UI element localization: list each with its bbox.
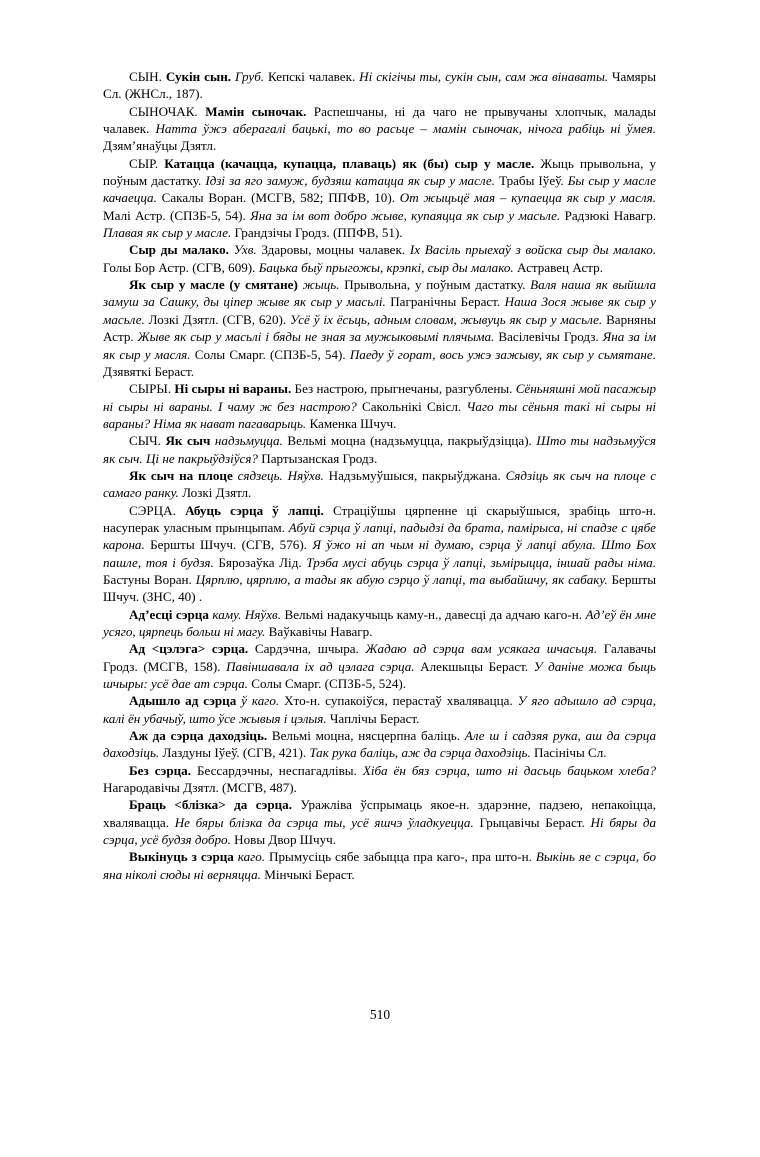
dictionary-entry <box>103 241 656 276</box>
entry-phrase: Як сыч <box>165 433 211 449</box>
entry-text: Солы Смарг. (СПЗБ-5, 524). <box>247 676 407 692</box>
dictionary-entry <box>103 640 656 692</box>
entry-text: Алекшыцы Бераст. <box>414 658 534 674</box>
entry-text: Чаплічы Бераст. <box>326 710 420 726</box>
entry-example: Паеду ў горат, вось ужэ зажыву, як сыр у сьмятане. <box>349 346 656 362</box>
entry-text: Пагранічны Бераст. <box>385 294 505 310</box>
entry-text: Сакольнікі Свісл. <box>356 398 467 414</box>
entry-example: Трэба мусі абуць сэрца ў лапці, зьмірыцца, іншай рады німа. <box>306 554 656 570</box>
entry-example: Бы сыр у масле качаецца. <box>103 173 657 206</box>
entry-example: Іх Васіль прыехаў з войска сыр ды малако. <box>409 242 657 258</box>
entry-headword: СЫЧ. <box>129 433 161 449</box>
entry-text: Нагародавічы Дзятл. (МСГВ, 487). <box>103 780 297 796</box>
dictionary-entry <box>103 848 656 883</box>
entry-text: Малі Астр. (СПЗБ-5, 54). <box>103 207 251 223</box>
entry-phrase: Катацца (качацца, купацца, плаваць) як (бы) сыр у масле. <box>164 155 535 171</box>
entry-text: Галавачы Гродз. (МСГВ, 158). <box>103 641 656 674</box>
entry-headword: СЭРЦА. <box>129 502 176 518</box>
dictionary-entry-list <box>103 68 656 883</box>
entry-text: Сардэчна, шчыра. <box>248 641 366 657</box>
entry-text: Мінчыкі Бераст. <box>260 866 355 882</box>
entry-text: Бессардэчны, неспагадлівы. <box>190 762 363 778</box>
dictionary-entry <box>103 432 656 467</box>
entry-example: Не бяры блізка да сэрца ты, усё яшчэ ўладкуецца. <box>174 814 474 830</box>
entry-text: Ваўкавічы Навагр. <box>265 624 373 639</box>
entry-phrase: Сыр ды малако. <box>129 242 229 258</box>
entry-text: Астравец Астр. <box>513 259 603 275</box>
entry-text <box>176 503 185 518</box>
entry-text: Бастуны Воран. <box>103 571 196 587</box>
entry-phrase: Абуць сэрца ў лапці. <box>185 502 324 518</box>
entry-headword: СЫНОЧАК. <box>129 103 198 119</box>
entry-example: каму. <box>212 606 242 622</box>
entry-text: Кепскі чалавек. <box>264 69 360 84</box>
entry-text: Лозкі Дзятл. <box>178 485 252 501</box>
entry-example: Я ўжо ні ап чым ні думаю, сэрца ў лапці абула. Што Бох пашле, тоя і будзя. <box>103 537 656 570</box>
entry-example: каго. <box>237 849 266 865</box>
entry-example: Ні скігічы ты, сукін сын, сам жа вінаваты. <box>359 69 609 84</box>
entry-text: Радзюкі Навагр. <box>560 207 657 223</box>
entry-text: Сакалы Воран. (МСГВ, 582; ППФВ, 10). <box>156 190 400 206</box>
entry-example: Сёньняшні мой пасажыр ні сыры ні вараны. І чаму ж без настрою? <box>103 381 657 414</box>
entry-example: Наша Зося жыве як сыр у масьле. <box>103 294 656 327</box>
entry-example: Жыве як сыр у масьлі і бяды не зная за мужыковымі плячыма. <box>137 329 495 345</box>
entry-text: Вельмі моцна (надзьмуцца, пакрыўдзіцца). <box>282 433 537 449</box>
entry-example: Валя наша як выйшла замуш за Сашку, ды ціпер жыве як сыр у масьлі. <box>103 277 656 310</box>
dictionary-entry <box>103 467 656 502</box>
entry-example: Ні бяры да сэрца, усё будзя добро. <box>103 814 657 848</box>
entry-example: Груб. <box>234 69 265 84</box>
entry-phrase: Выкінуць з сэрца <box>129 849 234 865</box>
entry-text: Хто-н. супакоіўся, перастаў хвалявацца. <box>279 693 518 709</box>
dictionary-entry <box>103 68 656 103</box>
dictionary-entry <box>103 155 656 242</box>
entry-phrase: Адышло ад сэрца <box>129 693 237 709</box>
dictionary-entry <box>103 727 656 762</box>
entry-example: жыць. <box>302 277 340 293</box>
dictionary-entry <box>103 762 656 797</box>
entry-example: У даніне можа быць шчыры: усё дае ат сэрца. <box>103 658 656 692</box>
entry-text: Пасінічы Сл. <box>530 745 607 761</box>
entry-text: Уражліва ўспрымаць якое-н. здарэнне, падзею, непакоіцца, хвалявацца. <box>103 797 656 830</box>
entry-example: Так рука баліць, аж да сэрца даходзіць. <box>309 745 531 761</box>
entry-example: Павіншавала іх ад цэлага сэрца. <box>226 658 415 674</box>
entry-text: Лаздуны Іўеў. (СГВ, 421). <box>159 745 310 761</box>
entry-text: Новы Двор Шчуч. <box>230 832 336 848</box>
entry-text: Партызанская Гродз. <box>257 450 378 466</box>
entry-phrase: Ад’есці сэрца <box>129 606 209 622</box>
entry-phrase: Сукін сын. <box>165 69 232 84</box>
entry-example: надзьмуцца. <box>214 433 283 449</box>
entry-example: Цярплю, цярплю, а тады як абую сэрцо ў лапці, та выбайшчу, як сабаку. <box>195 571 608 587</box>
entry-headword: СЫР. <box>129 155 159 171</box>
page-number: 510 <box>369 1007 391 1022</box>
entry-phrase: Ад <цэлэга> сэрца. <box>129 641 249 657</box>
entry-text: Прымусіць сябе забыцца пра каго-, пра што-н. <box>265 849 536 865</box>
entry-example: Жадаю ад сэрца вам усякага шчасьця. <box>365 641 598 657</box>
entry-example: Сядзіць як сыч на плоце с самаго ранку. <box>103 467 657 501</box>
dictionary-entry <box>103 103 656 155</box>
dictionary-entry <box>103 380 656 432</box>
entry-phrase: Ні сыры ні вараны. <box>174 381 292 397</box>
entry-example: Абуй сэрца ў лапці, падыдзі да брата, памірыса, ні спадзе с цябе карона. <box>103 519 656 553</box>
entry-text: Вельмі моцна, нясцерпна баліць. <box>267 728 465 744</box>
entry-text: Трабы Іўеў. <box>495 173 568 189</box>
entry-text: Дзям’янаўцы Дзятл. <box>103 138 217 154</box>
entry-example: Але ш і садзяя рука, аш да сэрца даходзіць. <box>103 728 656 761</box>
entry-text: Бярозаўка Лід. <box>213 554 307 570</box>
entry-example: У яго адышло ад сэрца, калі ён убачыў, што ўсе жывыя і цэлыя. <box>103 693 656 726</box>
entry-example: Плавая як сыр у масле. <box>103 225 232 241</box>
entry-example: Ідзі за яго замуж, будзяш катацца як сыр у масле. <box>205 173 496 189</box>
entry-text: Жыць прывольна, у поўным дастатку. <box>103 155 656 189</box>
entry-phrase: Браць <блізка> да сэрца. <box>129 797 292 813</box>
entry-text: Дзявяткі Бераст. <box>103 363 194 379</box>
entry-text: Распешчаны, ні да чаго не прывучаны хлопчык, малады чалавек. <box>103 103 656 137</box>
entry-example: Усё ў іх ёсьць, адным словам, жывуць як сыр у масьле. <box>290 311 603 327</box>
entry-example: Няўхв. <box>244 606 281 622</box>
entry-text: Без настрою, прыгнечаны, разгублены. <box>291 381 516 397</box>
entry-phrase: Без сэрца. <box>129 762 191 778</box>
entry-text: Прывольна, у поўным дастатку. <box>339 277 531 293</box>
entry-example: Бацька быў прыгожы, крэпкі, сыр ды малако. <box>258 259 514 275</box>
dictionary-entry <box>103 606 656 641</box>
entry-example: Яна за ім як сыр у масля. <box>103 329 656 362</box>
entry-text: Каменка Шчуч. <box>306 415 397 431</box>
entry-example: Выкінь яе с сэрца, бо яна ніколі сюды ні верняцца. <box>103 849 656 882</box>
entry-text: Бершты Шчуч. (СГВ, 576). <box>144 537 313 553</box>
entry-example: Што ты надзьмуўся як сыч. Ці не пакрыўдзіўся? <box>103 433 656 466</box>
dictionary-entry <box>103 796 656 848</box>
entry-text: Здаровы, моцны чалавек. <box>256 242 410 258</box>
entry-example: сядзець. <box>237 467 283 483</box>
entry-phrase: Аж да сэрца даходзіць. <box>129 728 268 744</box>
entry-text: Надзьмуўшыся, пакрыўджана. <box>323 467 506 483</box>
entry-example: Ухв. <box>233 242 257 258</box>
entry-text: Голы Бор Астр. (СГВ, 609). <box>103 259 259 275</box>
dictionary-entry <box>103 276 656 380</box>
entry-text: Вельмі надакучыць каму-н., давесці да адчаю каго-н. <box>281 606 586 622</box>
entry-example: ў каго. <box>241 693 280 709</box>
entry-text: Грандзічы Гродз. (ППФВ, 51). <box>231 225 403 241</box>
dictionary-entry <box>103 502 656 606</box>
entry-text: Лозкі Дзятл. (СГВ, 620). <box>144 311 291 327</box>
entry-text: Васілевічы Гродз. <box>494 329 603 345</box>
entry-text: Грыцавічы Бераст. <box>473 814 591 830</box>
entry-example: От жыцьцё мая – купаецца як сыр у масля. <box>399 190 656 206</box>
dictionary-entry <box>103 692 656 727</box>
entry-text: Бершты Шчуч. (ЗНС, 40) . <box>103 571 656 605</box>
entry-text: Страціўшы цярпенне ці скарыўшыся, зрабіць што-н. насуперак уласным прынцыпам. <box>103 502 656 535</box>
entry-phrase: Мамін сыночак. <box>205 103 307 119</box>
entry-example: Ад’еў ён мне усяго, цярпець больш ні магу. <box>103 606 657 639</box>
entry-phrase: Як сыч на плоце <box>129 467 233 483</box>
entry-phrase: Як сыр у масле (у смятане) <box>129 277 298 293</box>
entry-text: Варняны Астр. <box>103 311 657 345</box>
entry-example: Няўхв. <box>287 467 324 483</box>
entry-example: Яна за ім вот добро жыве, купаяцца як сыр у масьле. <box>250 207 561 223</box>
entry-example: Хіба ён бяз сэрца, што ні дасьць бацьком хлеба? <box>362 762 657 778</box>
entry-text: Чамяры Сл. (ЖНСл., 187). <box>103 69 656 102</box>
entry-headword: СЫН. <box>129 69 162 84</box>
entry-example: Чаго ты сёньня такі ні сыры ні вараны? Німа як нават пагаварыць. <box>103 398 657 431</box>
entry-text: Солы Смарг. (СПЗБ-5, 54). <box>190 346 350 362</box>
entry-example: Натта ўжэ аберагалі бацькі, то во расьце – мамін сыночак, нічога рабіць ні ўмея. <box>155 121 657 137</box>
entry-headword: СЫРЫ. <box>129 381 172 397</box>
